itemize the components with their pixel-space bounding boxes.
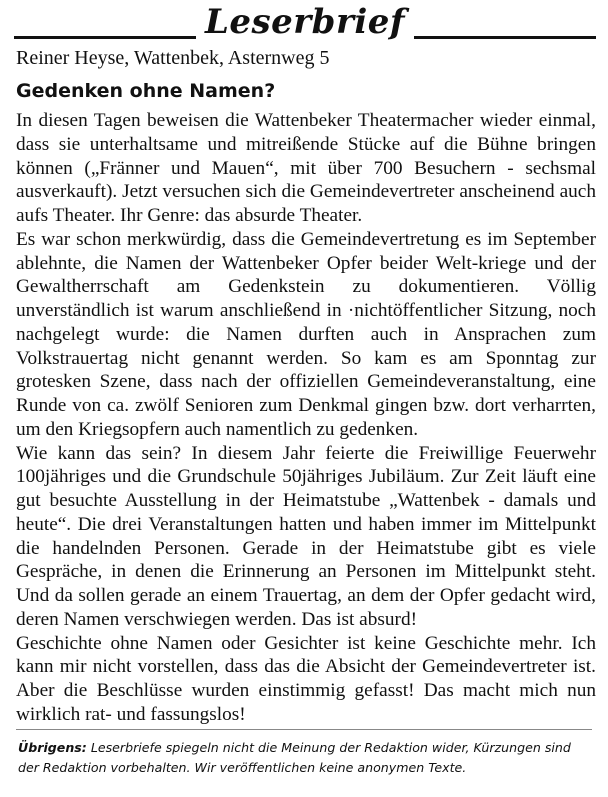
section-title: Leserbrief (204, 2, 406, 42)
notice-divider (16, 729, 592, 730)
masthead-rule-right (414, 36, 596, 39)
letter-paragraph: Geschichte ohne Namen oder Gesichter ist keine Geschichte mehr. Ich kann mir nicht vorstellen, dass das die Absicht der Gemeindevertreter ist. Aber die Beschlüsse wurden einstimmig gefasst! Das macht mich nun wirklich rat- und fassungslos! (16, 632, 596, 725)
masthead-rule-left (14, 36, 196, 39)
letter-paragraph: Wie kann das sein? In diesem Jahr feierte die Freiwillige Feuerwehr 100jähriges und die Grundschule 50jähriges Jubiläum. Zur Zeit läuft eine gut besuchte Ausstellung in der Heimatstube „Wattenbek - damals und heute“. Die drei Veranstaltungen hatten und haben immer im Mittelpunkt die handelnden Personen. Gerade in der Heimatstube gibt es viele Gespräche, in denen die Erinnerung an Personen im Mittelpunkt steht. Und da sollen gerade an einem Trauertag, an dem der Opfer gedacht wird, deren Namen verschwiegen werden. Das ist absurd! (16, 442, 596, 630)
letter-headline: Gedenken ohne Namen? (16, 80, 276, 102)
letter-paragraph: Es war schon merkwürdig, dass die Gemeindevertretung es im September ablehnte, die Namen der Wattenbeker Opfer beider Welt-kriege und der Gewaltherrschaft am Gedenkstein zu dokumentieren. Völlig unverständlich ist warum anschließend in ·nichtöffentlicher Sitzung, noch nachgelegt wurde: die Namen durften auch in Ansprachen zum Volkstrauertag nicht genannt werden. So kam es am Sponntag zur grotesken Szene, dass nach der offiziellen Gemeindeveranstaltung, eine Runde von ca. zwölf Senioren zum Denkmal gingen bzw. dort verharrten, um den Kriegsopfern auch namentlich zu gedenken. (16, 228, 596, 440)
letter-body (16, 109, 596, 727)
letter-author: Reiner Heyse, Wattenbek, Asternweg 5 (16, 47, 330, 69)
notice-text: Leserbriefe spiegeln nicht die Meinung der Redaktion wider, Kürzungen sind der Redaktion vorbehalten. Wir veröffentlichen keine anonymen Texte. (18, 740, 571, 775)
editorial-notice (18, 738, 592, 778)
notice-label: Übrigens: (18, 740, 87, 755)
letter-paragraph: In diesen Tagen beweisen die Wattenbeker Theatermacher wieder einmal, dass sie unterhaltsame und mitreißende Stücke auf die Bühne bringen können („Fränner und Mauen“, mit über 700 Besuchern - sechsmal ausverkauft). Jetzt versuchen sich die Gemeindevertreter anscheinend auch aufs Theater. Ihr Genre: das absurde Theater. (16, 110, 596, 226)
masthead (0, 2, 608, 44)
